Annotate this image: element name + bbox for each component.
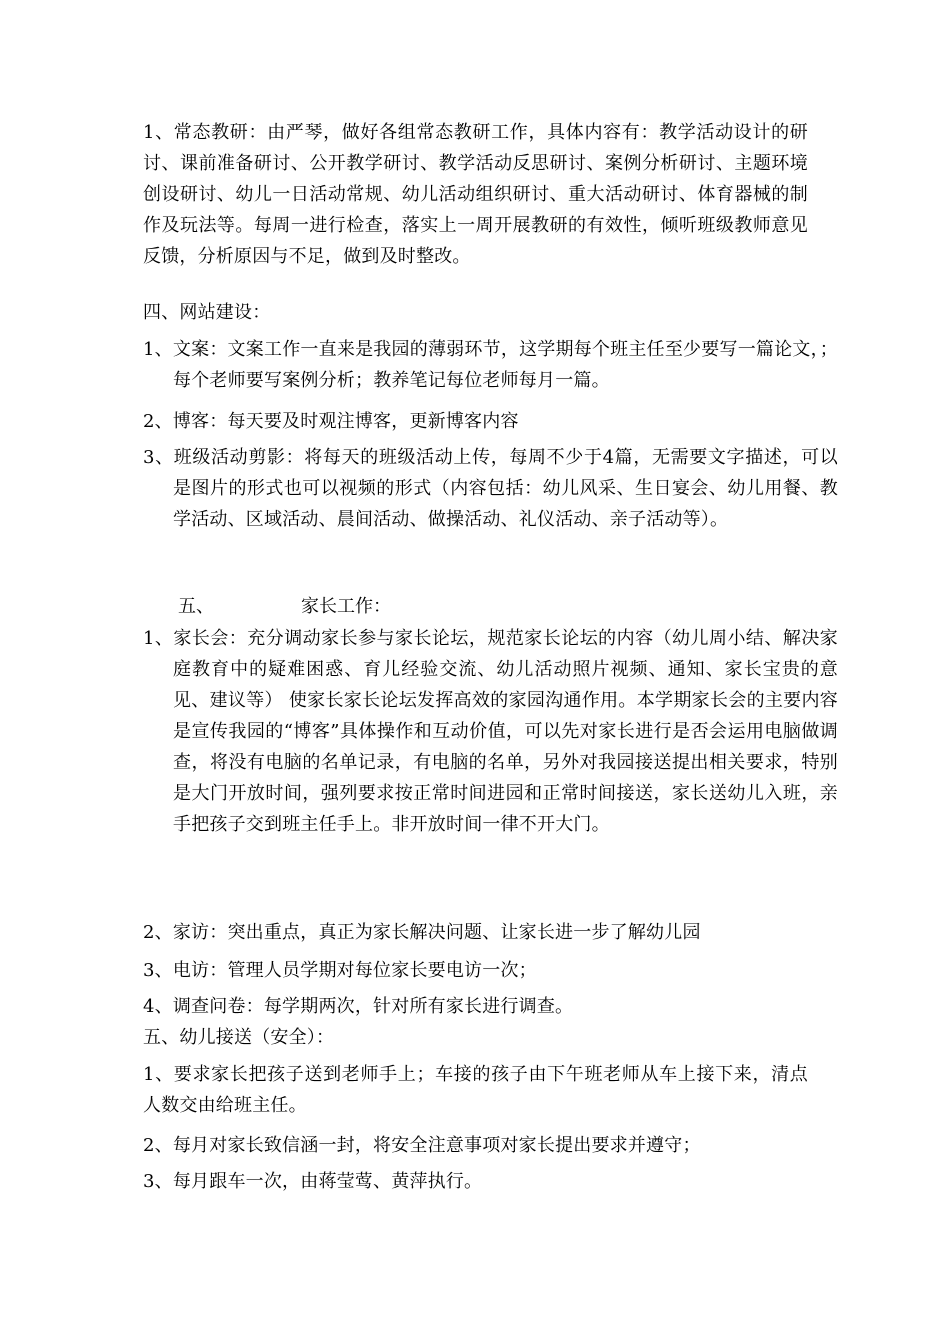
paragraph-routine-research: 1、常态教研：由严琴，做好各组常态教研工作，具体内容有：教学活动设计的研讨、课前准备研讨、公开教学研讨、教学活动反思研讨、案例分析研讨、主题环境创设研讨、幼儿一日活动常规、幼儿活动组织研讨、重大活动研讨、体育器械的制作及玩法等。每周一进行检查，落实上一周开展教研的有效性，倾听班级教师意见反馈，分析原因与不足，做到及时整改。 (143, 122, 808, 267)
heading-parent-work: 家长工作： (301, 596, 391, 617)
list-item-copywriting: 1、文案：文案工作一直来是我园的薄弱环节，这学期每个班主任至少要写一篇论文，；每个老师要写案例分析；教养笔记每位老师每月一篇。 (143, 339, 838, 391)
list-item-phone-visit: 3、电访：管理人员学期对每位家长要电访一次； (143, 960, 537, 981)
list-item-monthly-letter: 2、每月对家长致信涵一封，将安全注意事项对家长提出要求并遵守； (143, 1135, 701, 1156)
list-item-class-activity: 3、班级活动剪影：将每天的班级活动上传，每周不少于4篇，无需要文字描述，可以是图片的形式也可以视频的形式（内容包括：幼儿风采、生日宴会、幼儿用餐、教学活动、区域活动、晨间活动、做操活动、礼仪活动、亲子活动等）。 (143, 447, 838, 530)
list-item-blog: 2、博客：每天要及时观注博客，更新博客内容 (143, 411, 519, 432)
heading-website-construction: 四、网站建设： (143, 302, 271, 323)
list-item-ride-along: 3、每月跟车一次，由蒋莹莺、黄萍执行。 (143, 1171, 483, 1192)
heading-parent-work-number: 五、 (178, 596, 214, 617)
list-item-questionnaire: 4、调查问卷：每学期两次，针对所有家长进行调查。 (143, 996, 574, 1017)
list-item-home-visit: 2、家访：突出重点，真正为家长解决问题、让家长进一步了解幼儿园 (143, 922, 701, 943)
heading-child-pickup: 五、幼儿接送（安全）： (143, 1027, 335, 1048)
list-item-hand-to-teacher: 1、要求家长把孩子送到老师手上；车接的孩子由下午班老师从车上接下来，清点人数交由给班主任。 (143, 1064, 808, 1116)
list-item-parent-meeting: 1、家长会：充分调动家长参与家长论坛，规范家长论坛的内容（幼儿周小结、解决家庭教育中的疑难困惑、育儿经验交流、幼儿活动照片视频、通知、家长宝贵的意见、建议等） 使家长家长论坛发挥高效的家园沟通作用。本学期家长会的主要内容是宣传我园的“博客”具体操作和互动价值，可以先对家长进行是否会运用电脑做调查，将没有电脑的名单记录，有电脑的名单，另外对我园接送提出相关要求，特别是大门开放时间，强列要求按正常时间进园和正常时间接送，家长送幼儿入班，亲手把孩子交到班主任手上。非开放时间一律不开大门。 (143, 628, 838, 835)
